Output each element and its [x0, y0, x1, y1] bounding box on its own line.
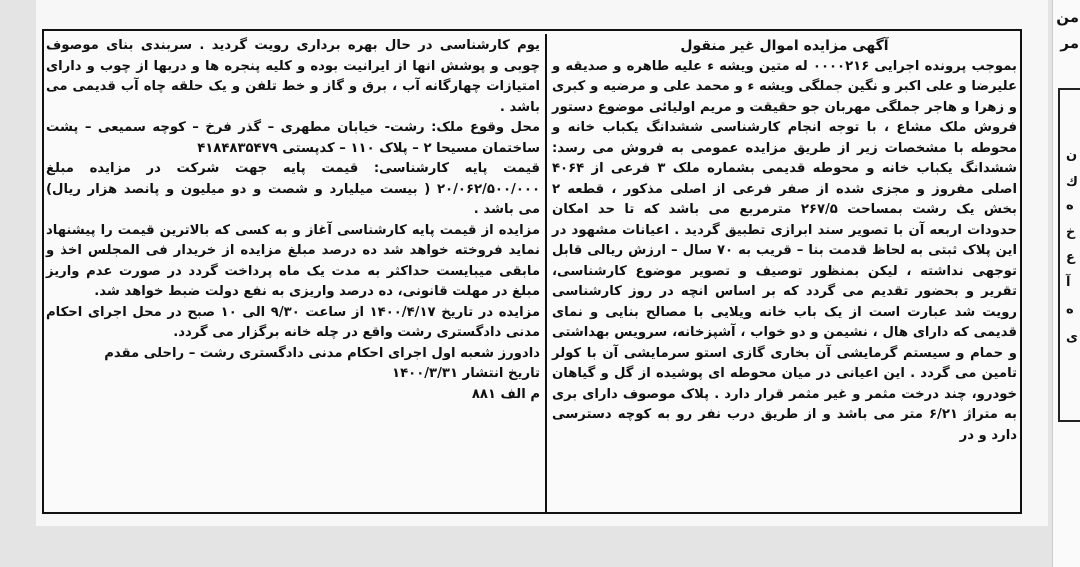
notice-right-column — [552, 36, 1017, 446]
reference-number: م الف ۸۸۱ — [471, 386, 540, 402]
publication-date — [46, 364, 540, 385]
publication-date-value: ۱۴۰۰/۳/۳۱ — [392, 366, 459, 381]
auction-terms: مزایده از قیمت پایه کارشناسی آغاز و به کسی که بالاترین قیمت را پیشنهاد نماید فروخته خواهد شد ده درصد مبلغ مزایده از خریدار فی المجلس اخذ و مابقی میبایست حداکثر به مدت یک ماه پرداخت گردد در صورت عدم واریز مبلغ در مهلت قانونی، ده درصد واریزی به نفع دولت ضبط خواهد شد. — [46, 222, 540, 299]
edge-mark: ك — [1066, 175, 1078, 190]
publication-date-label: تاریخ انتشار — [462, 366, 540, 381]
column-divider — [545, 34, 547, 512]
base-price: قیمت پایه کارشناسی: قیمت پایه جهت شرکت در مزایده مبلغ ۲۰/۰۶۲/۵۰۰/۰۰۰ ( بیست میلیارد و شصت و دو میلیون و پانصد هزار ریال) می باشد . — [46, 161, 540, 217]
edge-mark: ه — [1066, 198, 1074, 213]
notice-right-paragraph: بموجب پرونده اجرایی ۰۰۰۰۲۱۶ له متین ویشه ء علیه طاهره و صدیقه و علیرضا و علی اکبر و نگین جملگی ویشه ء و محمد علی و مرضیه و کبری و زهرا و هاجر جملگی مهربان جو حقیقت و مریم اولیائی موضوع دستور فروش ملک مشاع ، با توجه انجام کارشناسی ششدانگ یکباب خانه و محوطه با مشخصات زیر از طریق مزایده عمومی به فروش می رسد: ششدانگ یکباب خانه و محوطه قدیمی بشماره ملک ۳ فرعی از ۴۰۶۴ اصلی مفروز و مجزی شده از صفر فرعی از اصلی مذکور ، قطعه ۲ بخش یک رشت بمساحت ۲۶۷/۵ مترمربع می باشد که تا حد امکان حدودات اربعه آن با تصویر سند ابرازی تطبیق گردید . اعیانات مشهود در این پلاک ثبتی به لحاظ قدمت بنا – قریب به ۷۰ سال – ارزش ریالی قابل توجهی نداشته ، لیکن بمنظور توصیف و تصویر موضوع کارشناسی، تقریر و بحضور تقدیم می گردد که بر اساس انچه در روز کارشناسی رویت شد عبارت است از یک باب خانه ویلایی با مصالح بنایی و نمای قدیمی که دارای هال ، نشیمن و دو خواب ، آشپزخانه، سرویس بهداشتی و حمام و سیستم گرمایشی آن بخاری گازی استو سرمایشی آن با کولر تامین می گردد . این اعیانی در میان محوطه ای پوشیده از گل و گیاهان خودرو، چند درخت مثمر و غیر مثمر قرار دارد . پلاک موصوف دارای بری به متراژ ۶/۲۱ متر می باشد و از طریق درب نفر رو به کوچه دسترسی دارد و در — [552, 58, 1017, 443]
edge-mark: خ — [1066, 225, 1076, 240]
auction-date-place: مزایده در تاریخ ۱۴۰۰/۴/۱۷ از ساعت ۹/۳۰ الی ۱۰ صبح در محل اجرای احکام مدنی دادگستری رشت واقع در چله خانه برگزار می گردد. — [46, 304, 540, 340]
edge-text-1: من — [1056, 8, 1079, 26]
notice-left-paragraph-1: یوم کارشناسی در حال بهره برداری رویت گردید . سربندی بنای موصوف چوبی و پوشش انها از ایرانیت بوده و کلیه پنجره ها و دربها از چوب و دارای امتیازات چهارگانه آب ، برق و گاز و خط تلفن و یک حلقه چاه آب قدیمی می باشد . — [46, 38, 540, 115]
edge-mark: ی — [1066, 330, 1078, 345]
property-location: محل وقوع ملک: رشت- خیابان مطهری – گذر فرخ – کوچه سمیعی – پشت ساختمان مسیحا ۲ – پلاک ۱۱۰ – کدپستی ۴۱۸۴۸۳۵۴۷۹ — [46, 120, 540, 156]
edge-mark: ع — [1066, 250, 1075, 265]
edge-text-2: مر — [1060, 34, 1079, 52]
edge-mark: آ — [1066, 275, 1071, 290]
notice-title: آگهی مزایده اموال غیر منقول — [680, 38, 889, 54]
notice-left-column — [46, 36, 540, 405]
signature: دادورز شعبه اول اجرای احکام مدنی دادگستری رشت – راحلی مقدم — [104, 345, 540, 361]
edge-mark: ن — [1066, 148, 1078, 163]
edge-mark: ه — [1066, 302, 1074, 317]
